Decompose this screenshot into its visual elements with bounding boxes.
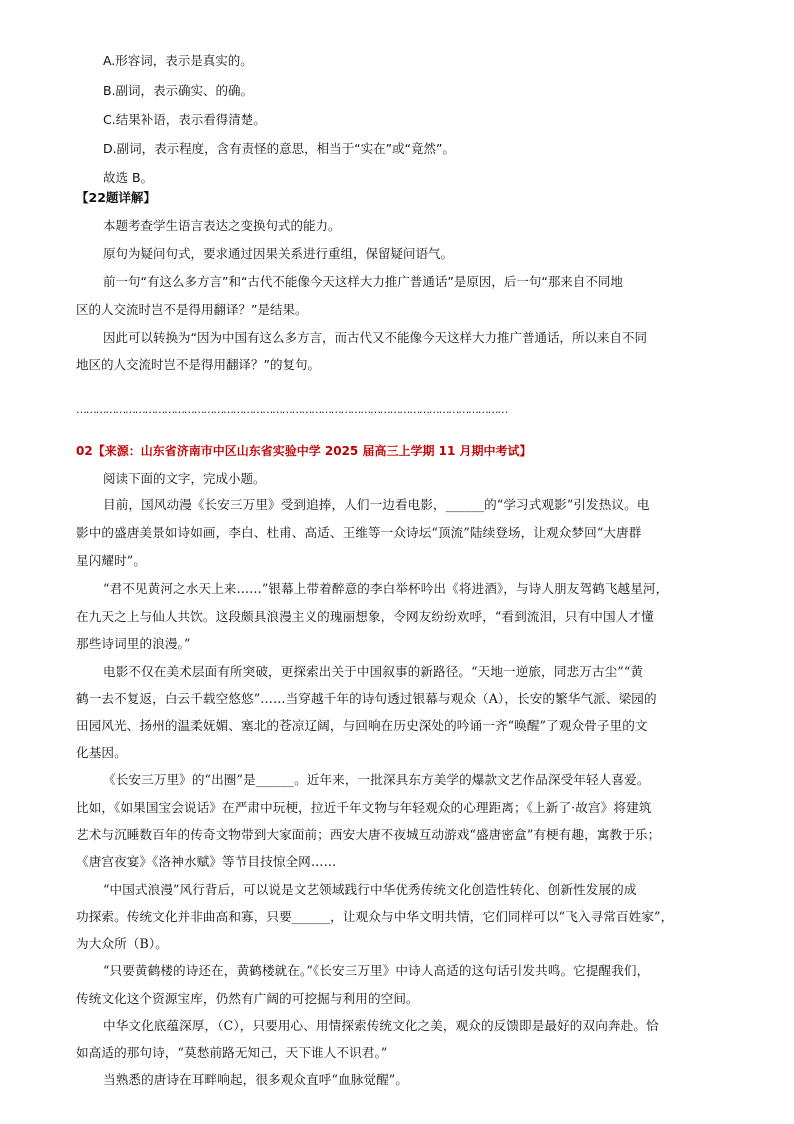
- passage-line: 比如，《如果国宝会说话》在严肃中玩梗，拉近千年文物与年轻观众的心理距离；《上新了·故宫》将建筑: [76, 800, 652, 815]
- q22-title: 【22题详解】: [76, 190, 156, 205]
- passage-line: 田园风光、扬州的温柔妩媚、塞北的苍凉辽阔，与回响在历史深处的吟诵一齐“唤醒”了观众骨子里的文: [76, 718, 648, 733]
- passage-line: 传统文化这个资源宝库，仍然有广阔的可挖掘与利用的空间。: [76, 991, 419, 1006]
- passage-line: 鹤一去不复返，白云千载空悠悠”……当穿越千年的诗句透过银幕与观众（A），长安的繁华气派、梁园的: [76, 691, 657, 706]
- passage-line: 电影不仅在美术层面有所突破，更探索出关于中国叙事的新路径。“天地一逆旅，同悲万古尘”“黄: [103, 664, 644, 679]
- passage-line: 那些诗词里的浪漫。”: [76, 636, 191, 651]
- source-line: 02【来源：山东省济南市中区山东省实验中学 2025 届高三上学期 11 月期中考试】: [76, 444, 532, 458]
- option-b: B.副词，表示确实、的确。: [103, 83, 254, 98]
- q22-paragraph-3-line-1: 前一句“有这么多方言”和“古代不能像今天这样大力推广普通话”是原因，后一句“那来自不同地: [103, 274, 623, 289]
- q22-paragraph-2: 原句为疑问句式，要求通过因果关系进行重组，保留疑问语气。: [103, 246, 454, 261]
- passage-line: 化基因。: [76, 745, 127, 760]
- passage-line: “只要黄鹤楼的诗还在，黄鹤楼就在。”《长安三万里》中诗人高适的这句话引发共鸣。它提醒我们，: [103, 963, 650, 978]
- q22-paragraph-3-line-2: 区的人交流时岂不是得用翻译？”是结果。: [76, 302, 308, 317]
- option-c: C.结果补语，表示看得清楚。: [103, 112, 266, 127]
- passage-line: 如高适的那句诗，“莫愁前路无知己，天下谁人不识君。”: [76, 1045, 388, 1060]
- passage-line: 《唐宫夜宴》《洛神水赋》等节目技惊全网……: [76, 854, 337, 869]
- answer-line: 故选 B。: [103, 170, 154, 185]
- passage-line: “君不见黄河之水天上来……”银幕上带着醉意的李白举杯吟出《将进酒》，与诗人朋友驾鹤飞越星河，: [103, 581, 669, 596]
- passage-line: “中国式浪漫”风行背后，可以说是文艺领域践行中华优秀传统文化创造性转化、创新性发展的成: [103, 882, 637, 897]
- reading-instruction: 阅读下面的文字，完成小题。: [103, 471, 266, 486]
- passage-line: 中华文化底蕴深厚，（C），只要用心、用情探索传统文化之美，观众的反馈即是最好的双向奔赴。恰: [103, 1018, 659, 1033]
- option-d: D.副词，表示程度，含有责怪的意思，相当于“实在”或“竟然”。: [103, 141, 456, 156]
- passage-line: 目前，国风动漫《长安三万里》受到追捧，人们一边看电影，______的“学习式观影”引发热议。电: [103, 497, 650, 512]
- dotted-separator: ……………………………………………………………………………………………………………………: [76, 403, 508, 415]
- passage-line: 当熟悉的唐诗在耳畔响起，很多观众直呼“血脉觉醒”。: [103, 1072, 409, 1087]
- q22-paragraph-1: 本题考查学生语言表达之变换句式的能力。: [103, 218, 341, 233]
- passage-line: 为大众所（B）。: [76, 936, 168, 951]
- option-a: A.形容词，表示是真实的。: [103, 53, 253, 68]
- passage-line: 星闪耀时”。: [76, 553, 147, 568]
- q22-paragraph-4-line-1: 因此可以转换为“因为中国有这么多方言，而古代又不能像今天这样大力推广普通话，所以来自不同: [103, 330, 647, 345]
- q22-paragraph-4-line-2: 地区的人交流时岂不是得用翻译？”的复句。: [76, 357, 320, 372]
- passage-line: 艺术与沉睡数百年的传奇文物带到大家面前；西安大唐不夜城互动游戏“盛唐密盒”有梗有趣，寓教于乐；: [76, 827, 661, 842]
- passage-line: 影中的盛唐美景如诗如画，李白、杜甫、高适、王维等一众诗坛“顶流”陆续登场，让观众梦回“大唐群: [76, 525, 642, 540]
- passage-line: 在九天之上与仙人共饮。这段颇具浪漫主义的瑰丽想象，令网友纷纷欢呼，“看到流泪，只有中国人才懂: [76, 609, 654, 624]
- passage-line: 功探索。传统文化并非曲高和寡，只要______，让观众与中华文明共情，它们同样可以“飞入寻常百姓家”，: [76, 909, 674, 924]
- passage-line: 《长安三万里》的“出圈”是______。近年来，一批深具东方美学的爆款文艺作品深受年轻人喜爱。: [103, 772, 650, 787]
